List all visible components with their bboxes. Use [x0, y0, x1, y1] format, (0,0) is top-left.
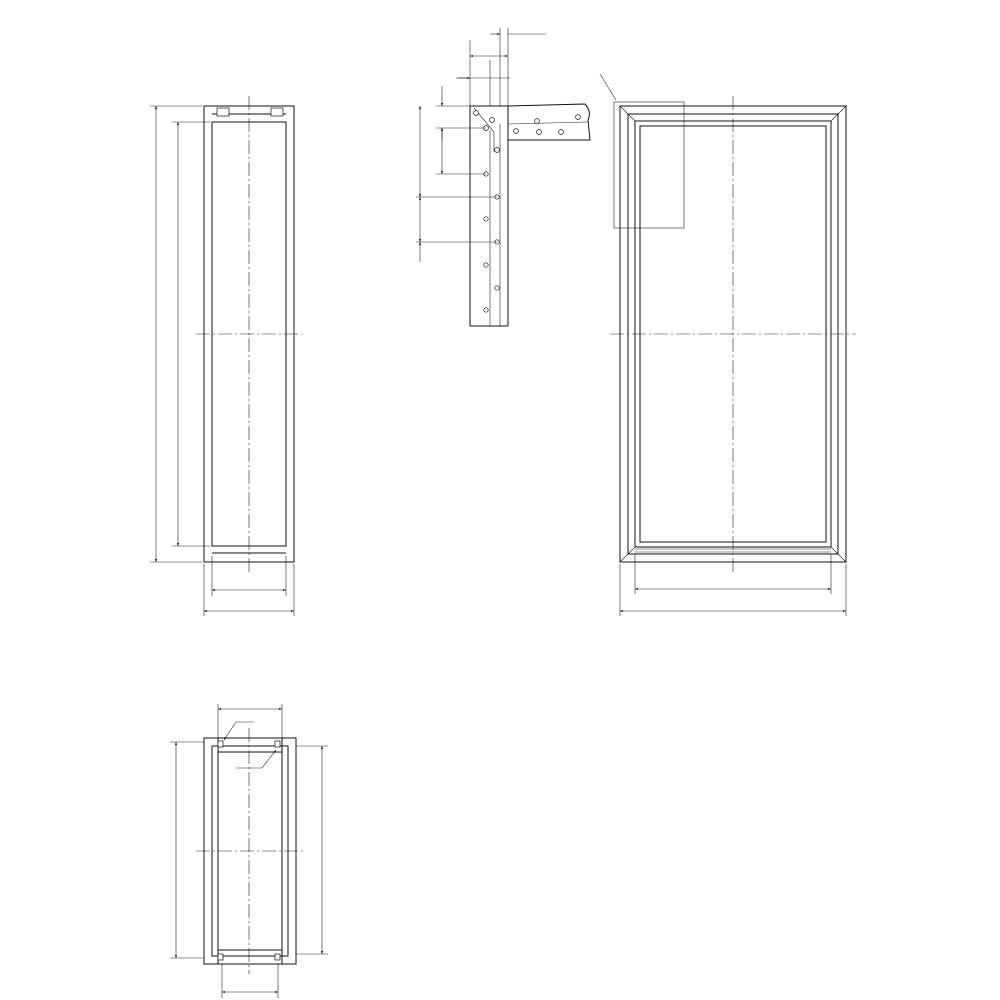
side-view: [150, 96, 302, 616]
detail-x-leader: [600, 74, 616, 100]
hole-leader: [262, 750, 276, 768]
detail-view: [416, 28, 590, 326]
top-view: [170, 704, 328, 998]
front-view: [600, 74, 856, 616]
m12-leader: [224, 722, 236, 740]
side-top-bracket-right: [271, 108, 283, 116]
side-top-bracket-left: [217, 108, 229, 116]
